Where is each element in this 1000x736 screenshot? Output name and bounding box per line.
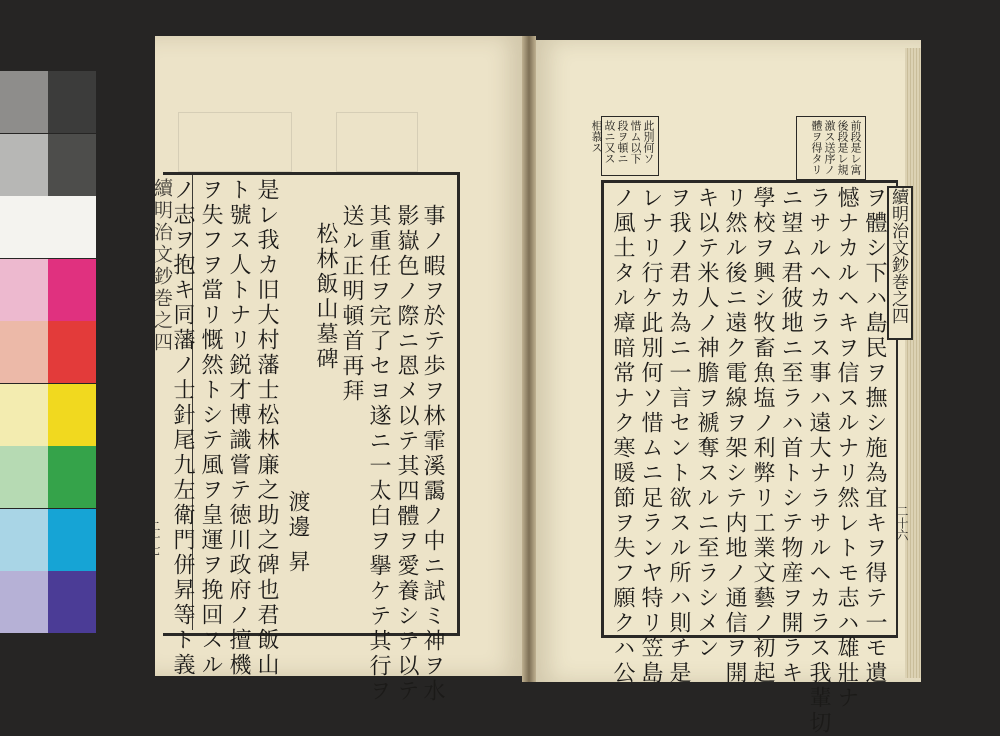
color-patch [48, 259, 96, 321]
margin-note-left: 此別何ソ惜ム以下段ヲ頓ニ故ニ又ス相慕ス [601, 116, 659, 176]
right-column-10: ノ風土タル瘴暗常ナク寒暖節ヲ失フ願クハ公 [610, 186, 635, 686]
color-patch [48, 384, 96, 446]
left-column-author: 渡邊 昇 [285, 490, 310, 575]
show-through-box [336, 112, 418, 172]
color-patch [48, 446, 96, 508]
right-column-3: ラサルヘカラス事ハ遠大ナラサルヘカラス我輩切 [806, 186, 831, 736]
right-column-7: キ以テ米人ノ神膽ヲ褫奪スルニ至ラシメン [694, 186, 719, 661]
color-patch [0, 571, 48, 633]
right-column-2: 憾ナカルヘキヲ信スルナリ然レトモ志ハ雄壯ナ [834, 186, 859, 711]
left-header-fragment: 續明治文鈔巻之四 [151, 178, 173, 354]
color-patch [0, 384, 48, 446]
left-column-1: 事ノ暇ヲ於テ歩ヲ林霏溪靄ノ中ニ試ミ神ヲ水 [420, 204, 445, 704]
color-patch [48, 321, 96, 383]
left-folio: 二十七 [147, 520, 161, 556]
color-patch [48, 196, 96, 258]
left-column-4: 送ル正明頓首再拜 [339, 204, 364, 404]
left-column-2: 影嶽色ノ際ニ恩メ以テ其四體ヲ愛養シテ以テ [394, 204, 419, 704]
left-column-9: ヲ失フヲ當リ慨然トシテ風ヲ皇運ヲ挽回スル [198, 178, 223, 678]
color-patch [48, 71, 96, 133]
color-patch [0, 134, 48, 196]
color-patch [48, 571, 96, 633]
color-patch [0, 509, 48, 571]
right-column-9: レナリ行ケ此別何ソ惜ムニ足ランヤ特リ笠島 [638, 186, 663, 686]
left-column-title: 松林飯山墓碑 [313, 222, 338, 372]
color-patch [0, 446, 48, 508]
color-patch [0, 196, 48, 258]
right-folio: 二十六 [895, 505, 909, 541]
page-edges [905, 48, 921, 678]
color-patch [0, 71, 48, 133]
left-column-8: ト號ス人トナリ鋭才博識嘗テ徳川政府ノ擅機 [226, 178, 251, 678]
right-column-4: ニ望ム君彼地ニ至ラハ首トシテ物産ヲ開ラキ [778, 186, 803, 686]
color-patch [0, 259, 48, 321]
color-patch [48, 509, 96, 571]
right-column-5: 學校ヲ興シ牧畜魚塩ノ利弊リ工業文藝ノ初起 [750, 186, 775, 686]
right-column-8: ヲ我ノ君カ為ニ一言セント欲スル所ハ則チ是 [666, 186, 691, 686]
book-title-label: 續明治文鈔巻之四 [887, 186, 913, 340]
color-patch [48, 134, 96, 196]
right-column-6: リ然ル後ニ遠ク電線ヲ架シテ内地ノ通信ヲ開 [722, 186, 747, 686]
margin-note-right: 前段是レ寓後段是レ規激ス送序ノ體ヲ得タリ [796, 116, 866, 180]
left-column-3: 其重任ヲ完了セヨ遂ニ一太白ヲ擧ケテ其行ヲ [366, 204, 391, 704]
show-through-box [178, 112, 292, 172]
book-gutter [522, 36, 536, 682]
color-calibration-chart [0, 71, 96, 634]
left-column-7: 是レ我カ旧大村藩士松林廉之助之碑也君飯山 [254, 178, 279, 678]
right-column-1: ヲ體シ下ハ島民ヲ撫シ施為宜キヲ得テ一モ遺 [862, 186, 887, 686]
left-column-10: ノ志ヲ抱キ同藩ノ士針尾九左衛門併昇等ト義 [170, 178, 195, 678]
color-patch [0, 321, 48, 383]
